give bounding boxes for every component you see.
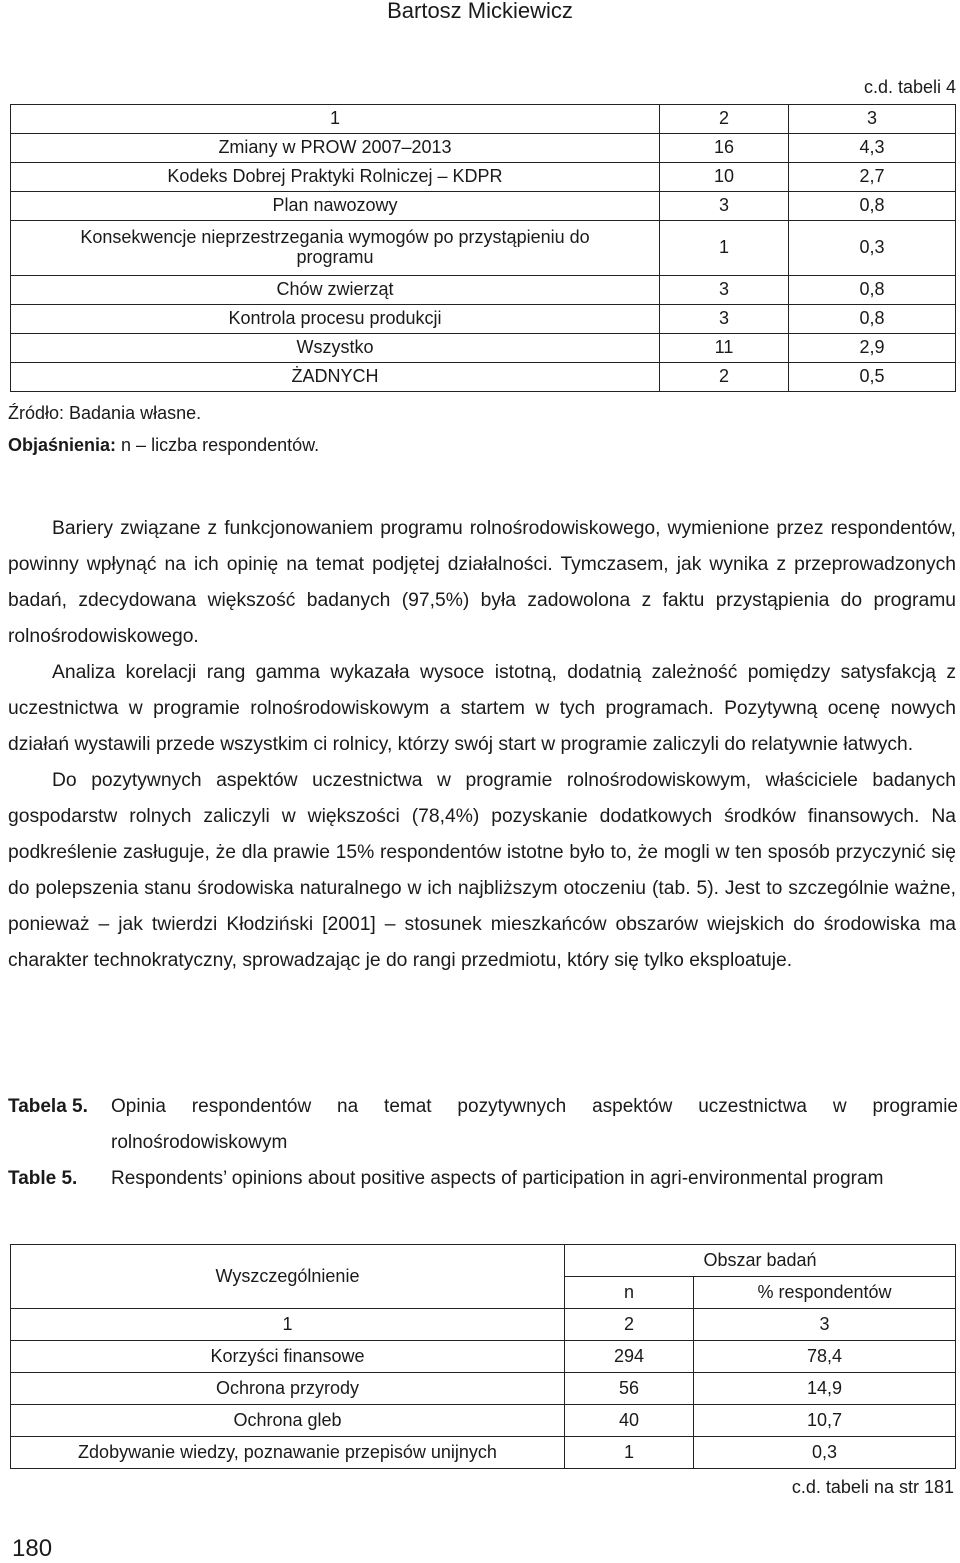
table-4-continued: [10, 104, 956, 392]
row-n: 10: [660, 163, 789, 192]
row-label: ŻADNYCH: [11, 363, 660, 392]
column-number: 1: [11, 105, 660, 134]
table-header-row: [11, 1245, 956, 1277]
table-row: [11, 192, 956, 221]
table-continuation-label: c.d. tabeli 4: [863, 77, 956, 97]
row-pct: 0,8: [789, 305, 956, 334]
table-5: [10, 1244, 956, 1469]
table-continued-note: c.d. tabeli na str 181: [791, 1477, 954, 1497]
explanation-label: Objaśnienia:: [8, 435, 117, 455]
table-row: [11, 1373, 956, 1405]
row-pct: 2,9: [789, 334, 956, 363]
row-pct: 14,9: [694, 1373, 956, 1405]
column-number: 2: [660, 105, 789, 134]
row-n: 3: [660, 192, 789, 221]
page-number: 180: [12, 1535, 53, 1562]
row-pct: 4,3: [789, 134, 956, 163]
row-label: Kodeks Dobrej Praktyki Rolniczej – KDPR: [11, 163, 660, 192]
explanation-text: n – liczba respondentów.: [121, 435, 320, 455]
table-row: [11, 276, 956, 305]
row-n: 3: [660, 305, 789, 334]
caption-title-en: Respondents’ opinions about positive aspects of participation in agri-environmental program: [111, 1168, 884, 1189]
row-pct: 10,7: [694, 1405, 956, 1437]
row-label: Ochrona gleb: [11, 1405, 565, 1437]
header-specification: Wyszczególnienie: [11, 1245, 565, 1309]
table-row: [11, 105, 956, 134]
header-pct: % respondentów: [694, 1277, 956, 1309]
row-n: 11: [660, 334, 789, 363]
row-pct: 0,3: [694, 1437, 956, 1469]
row-pct: 2,7: [789, 163, 956, 192]
row-label: Wszystko: [11, 334, 660, 363]
row-label: Chów zwierząt: [11, 276, 660, 305]
row-pct: 0,8: [789, 276, 956, 305]
table-row: [11, 163, 956, 192]
row-n: 16: [660, 134, 789, 163]
body-text: [8, 511, 956, 979]
row-n: 56: [565, 1373, 694, 1405]
row-pct: 0,3: [789, 221, 956, 276]
row-pct: 0,8: [789, 192, 956, 221]
row-n: 1: [565, 1437, 694, 1469]
caption-en: [8, 1161, 958, 1197]
table-row: [11, 1309, 956, 1341]
row-label: Zdobywanie wiedzy, poznawanie przepisów unijnych: [11, 1437, 565, 1469]
paragraph: Bariery związane z funkcjonowaniem programu rolnośrodowiskowego, wymienione przez respondentów, powinny wpłynąć na ich opinię na temat podjętej działalności. Tymczasem, jak wynika z przeprowadzonych badań, zdecydowana większość badanych (97,5%) była zadowolona z faktu przystąpienia do programu rolnośrodowiskowego.: [8, 518, 956, 647]
table-source: Źródło: Badania własne.: [8, 403, 202, 423]
table-row: [11, 1405, 956, 1437]
caption-label-en: Table 5.: [8, 1168, 78, 1189]
table-row: [11, 363, 956, 392]
table-row: [11, 1341, 956, 1373]
table-explanation: [8, 435, 319, 456]
row-pct: 0,5: [789, 363, 956, 392]
column-number: 3: [694, 1309, 956, 1341]
row-label: Kontrola procesu produkcji: [11, 305, 660, 334]
paragraph: Analiza korelacji rang gamma wykazała wysoce istotną, dodatnią zależność pomiędzy satysfakcją z uczestnictwa w programie rolnośrodowiskowym a startem w tych programach. Pozytywną ocenę nowych działań wystawili przede wszystkim ci rolnicy, którzy swój start w programie zaliczyli do relatywnie łatwych.: [8, 662, 956, 755]
row-label: Plan nawozowy: [11, 192, 660, 221]
row-label: Ochrona przyrody: [11, 1373, 565, 1405]
table-row: [11, 305, 956, 334]
row-label: Konsekwencje nieprzestrzegania wymogów po przystąpieniu do programu: [11, 221, 660, 276]
header-area: Obszar badań: [565, 1245, 956, 1277]
column-number: 1: [11, 1309, 565, 1341]
header-n: n: [565, 1277, 694, 1309]
caption-label-pl: Tabela 5.: [8, 1096, 88, 1117]
row-pct: 78,4: [694, 1341, 956, 1373]
column-number: 3: [789, 105, 956, 134]
row-n: 1: [660, 221, 789, 276]
table-row: [11, 221, 956, 276]
row-n: 40: [565, 1405, 694, 1437]
row-label: Korzyści finansowe: [11, 1341, 565, 1373]
row-n: 3: [660, 276, 789, 305]
table-row: [11, 334, 956, 363]
column-number: 2: [565, 1309, 694, 1341]
table-5-caption: [8, 1089, 958, 1197]
paragraph: Do pozytywnych aspektów uczestnictwa w programie rolnośrodowiskowym, właściciele badanych gospodarstw rolnych zaliczyli w większości (78,4%) pozyskanie dodatkowych środków finansowych. Na podkreślenie zasługuje, że dla prawie 15% respondentów istotne było to, że mogli w ten sposób przyczynić się do polepszenia stanu środowiska naturalnego w ich najbliższym otoczeniu (tab. 5). Jest to szczególnie ważne, ponieważ – jak twierdzi Kłodziński [2001] – stosunek mieszkańców obszarów wiejskich do środowiska ma charakter technokratyczny, sprowadzając je do rangi przedmiotu, który się tylko eksploatuje.: [8, 770, 956, 971]
table-row: [11, 1437, 956, 1469]
row-n: 2: [660, 363, 789, 392]
caption-title-pl: Opinia respondentów na temat pozytywnych aspektów uczestnictwa w programie rolnośrodowiskowym: [111, 1096, 958, 1153]
running-header: Bartosz Mickiewicz: [387, 0, 573, 23]
row-label: Zmiany w PROW 2007–2013: [11, 134, 660, 163]
row-n: 294: [565, 1341, 694, 1373]
caption-pl: [8, 1089, 958, 1161]
table-row: [11, 134, 956, 163]
